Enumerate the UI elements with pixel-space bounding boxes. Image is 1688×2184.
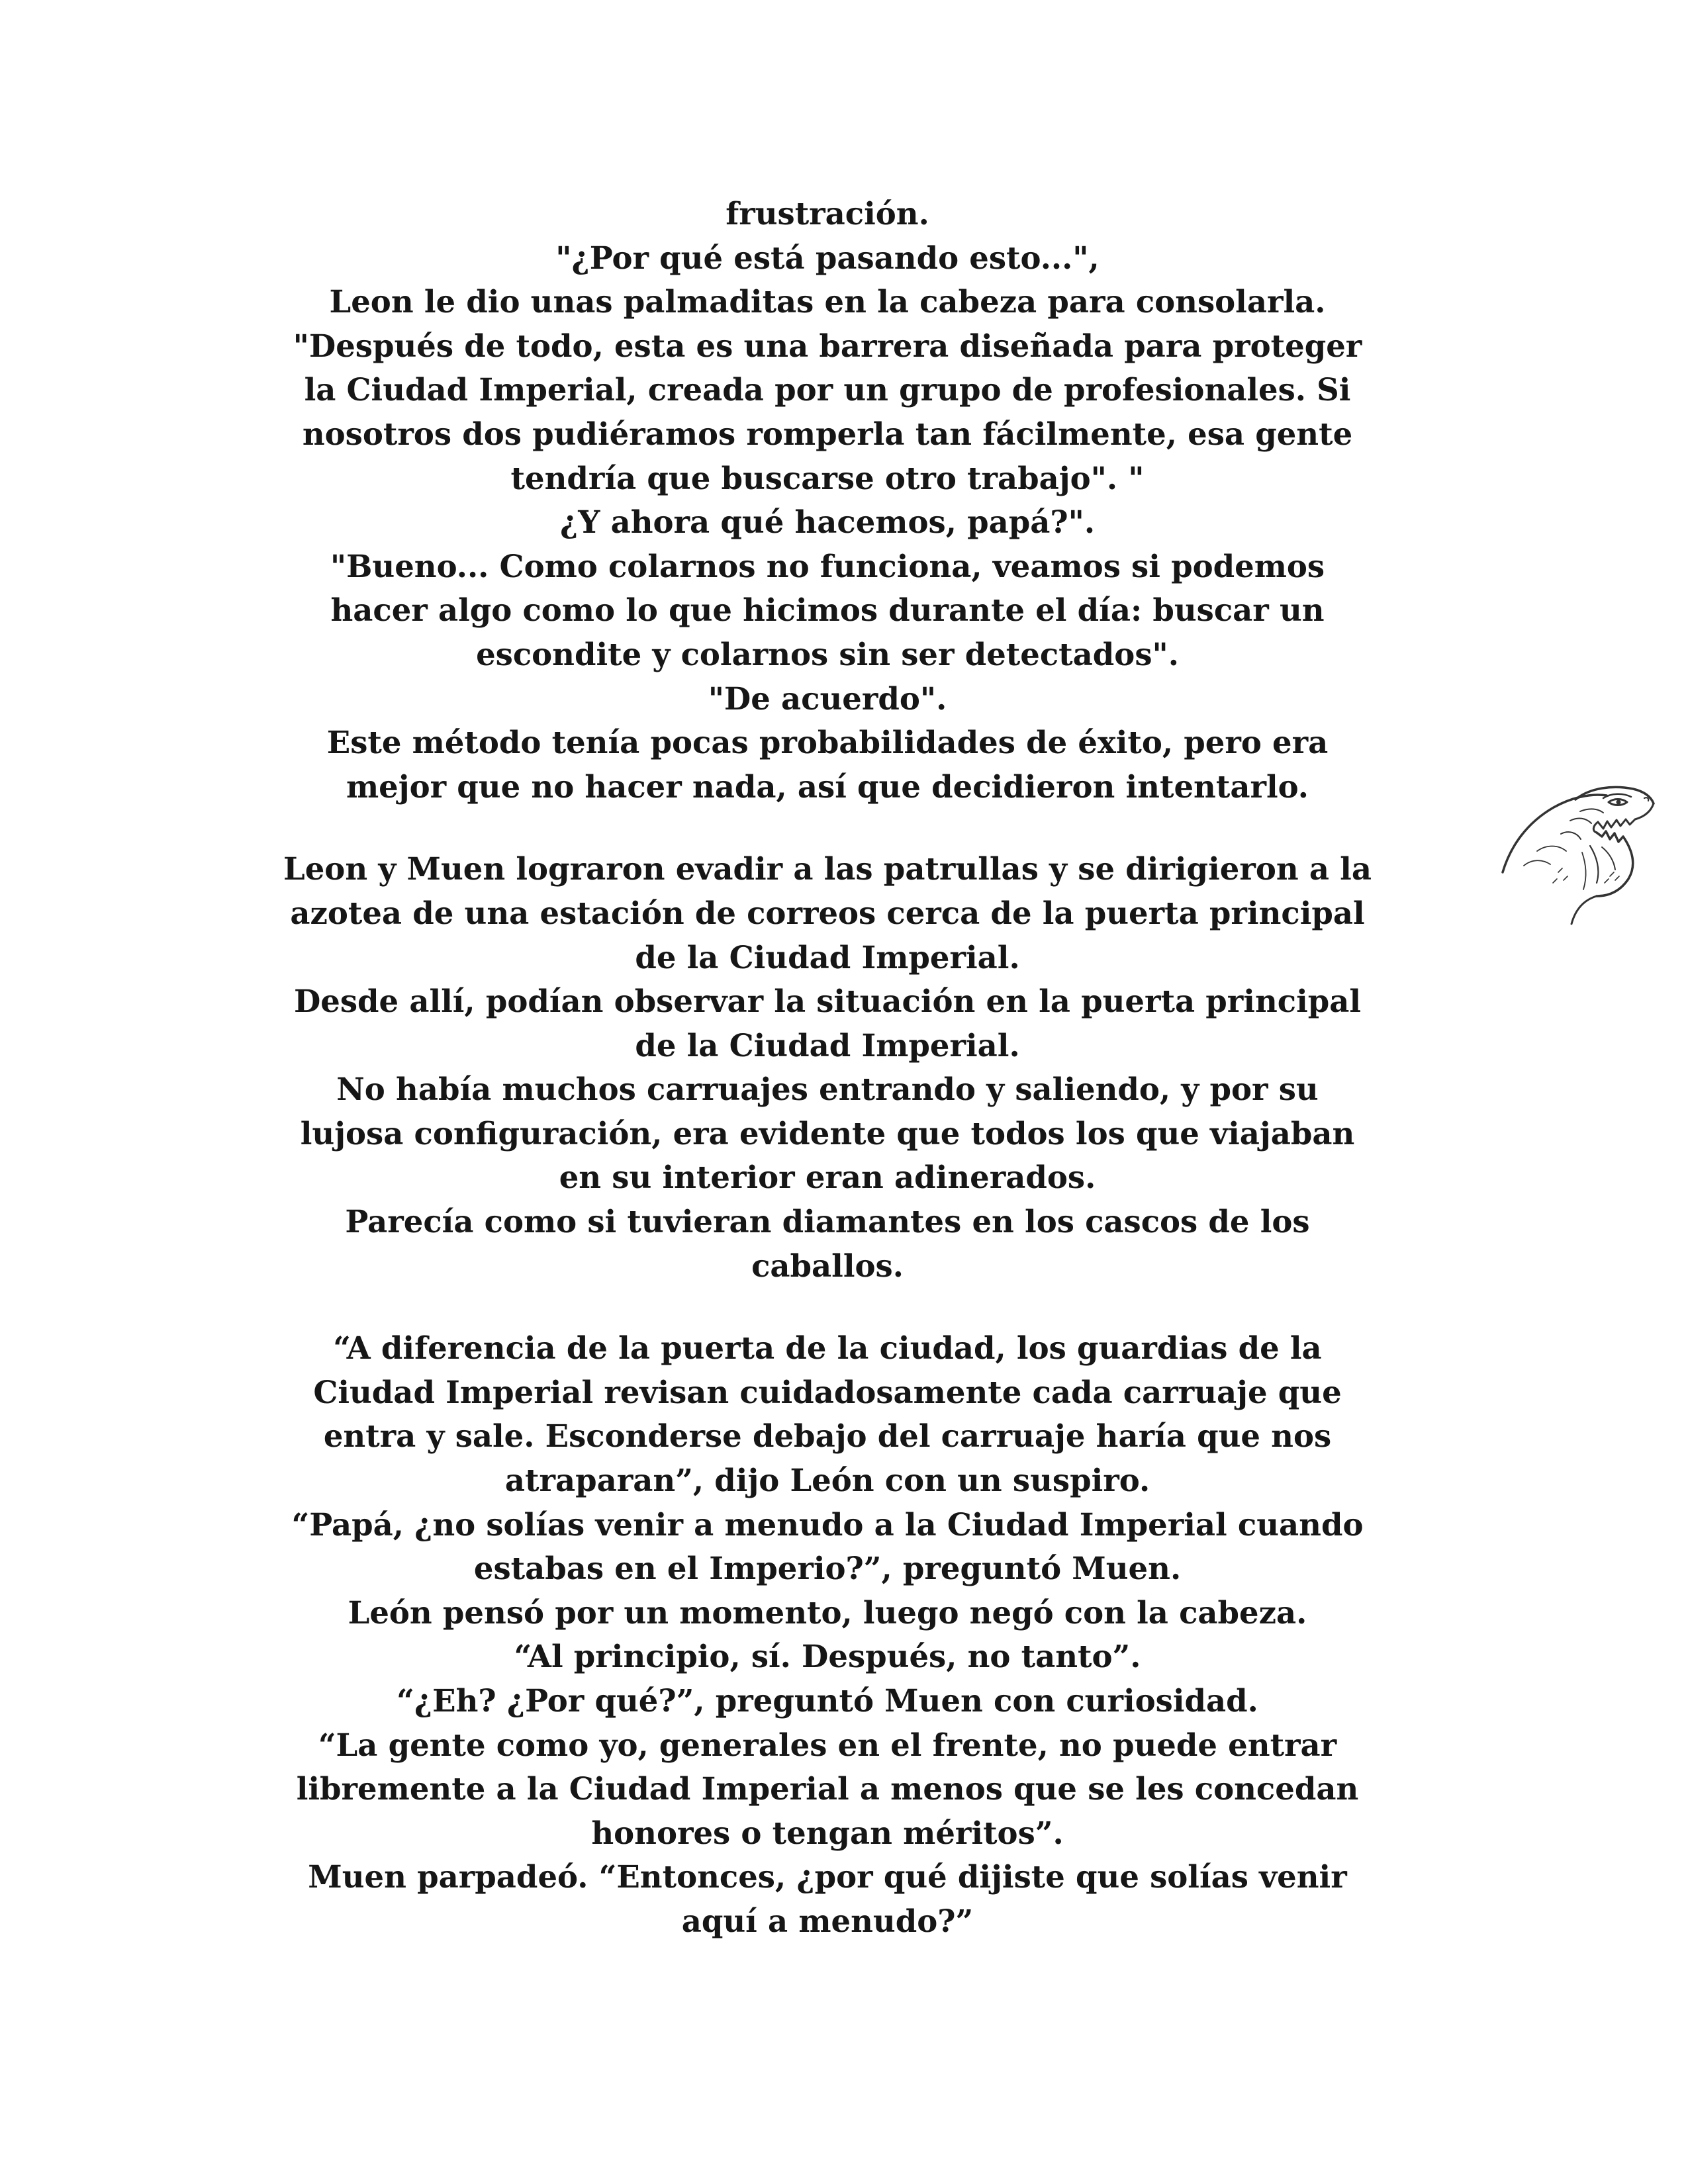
page-text [199, 192, 1456, 1944]
text-line: de la Ciudad Imperial. [635, 1026, 1020, 1064]
text-line: Leon y Muen lograron evadir a las patrullas y se dirigieron a la [283, 850, 1372, 887]
text-line: mejor que no hacer nada, así que decidieron intentarlo. [346, 768, 1309, 805]
text-line: en su interior eran adinerados. [559, 1159, 1096, 1196]
text-line: entra y sale. Esconderse debajo del carruaje haría que nos [323, 1418, 1332, 1455]
text-line: atraparan”, dijo León con un suspiro. [504, 1462, 1150, 1499]
text-line: “La gente como yo, generales en el frente, no puede entrar [318, 1726, 1337, 1763]
text-line: No había muchos carruajes entrando y saliendo, y por su [336, 1071, 1319, 1108]
text-line: León pensó por un momento, luego negó con la cabeza. [348, 1594, 1307, 1631]
text-line: Parecía como si tuvieran diamantes en los cascos de los [345, 1203, 1310, 1240]
text-line: estabas en el Imperio?”, preguntó Muen. [473, 1550, 1182, 1587]
paragraph-3 [199, 1326, 1456, 1943]
text-line: escondite y colarnos sin ser detectados". [476, 635, 1179, 672]
dinosaur-head-sketch-icon [1497, 773, 1660, 932]
text-line: Muen parpadeó. “Entonces, ¿por qué dijiste que solías venir [308, 1858, 1347, 1895]
text-line: ¿Y ahora qué hacemos, papá?". [559, 504, 1096, 541]
text-line: Desde allí, podían observar la situación en la puerta principal [293, 983, 1362, 1020]
text-line: Ciudad Imperial revisan cuidadosamente cada carruaje que [313, 1373, 1342, 1410]
text-line: tendría que buscarse otro trabajo". " [510, 459, 1145, 496]
text-line: “A diferencia de la puerta de la ciudad, los guardias de la [333, 1330, 1322, 1367]
text-line: de la Ciudad Imperial. [635, 938, 1020, 976]
text-line: aquí a menudo?” [681, 1902, 974, 1939]
text-line: “Papá, ¿no solías venir a menudo a la Ciudad Imperial cuando [291, 1506, 1364, 1543]
text-line: nosotros dos pudiéramos romperla tan fácilmente, esa gente [302, 415, 1353, 452]
text-line: honores o tengan méritos”. [591, 1814, 1064, 1851]
text-line: lujosa configuración, era evidente que todos los que viajaban [300, 1115, 1355, 1152]
text-line: frustración. [726, 195, 929, 232]
text-line: libremente a la Ciudad Imperial a menos que se les concedan [296, 1770, 1359, 1807]
text-line: “¿Eh? ¿Por qué?”, preguntó Muen con curiosidad. [397, 1682, 1258, 1719]
paragraph-2 [199, 847, 1456, 1288]
text-line: Leon le dio unas palmaditas en la cabeza para consolarla. [329, 283, 1326, 320]
text-line: Este método tenía pocas probabilidades de éxito, pero era [326, 724, 1329, 761]
text-line: la Ciudad Imperial, creada por un grupo de profesionales. Si [304, 371, 1351, 408]
text-line: "Después de todo, esta es una barrera diseñada para proteger [293, 327, 1362, 364]
text-line: azotea de una estación de correos cerca de la puerta principal [290, 894, 1365, 931]
text-line: "¿Por qué está pasando esto...", [555, 239, 1100, 276]
text-line: hacer algo como lo que hicimos durante el día: buscar un [330, 592, 1325, 629]
text-line: "De acuerdo". [708, 680, 947, 717]
text-line: “Al principio, sí. Después, no tanto”. [514, 1638, 1141, 1675]
text-line: caballos. [751, 1247, 904, 1284]
paragraph-1 [199, 192, 1456, 809]
text-line: "Bueno... Como colarnos no funciona, veamos si podemos [330, 547, 1325, 584]
